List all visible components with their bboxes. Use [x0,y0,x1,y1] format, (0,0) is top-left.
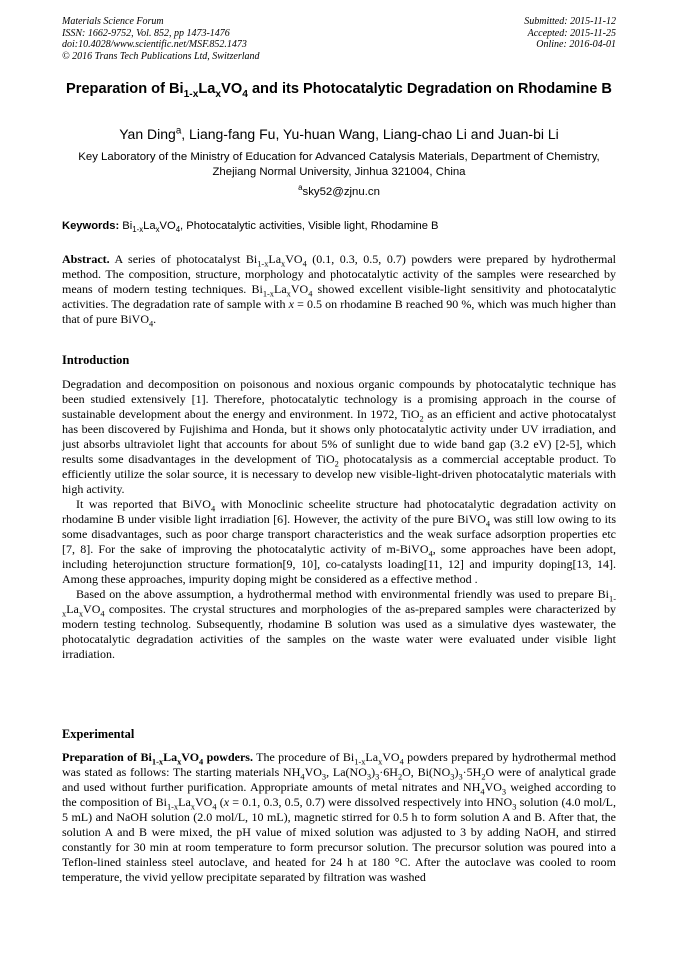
author-email: $^a$sky52@zjnu.cn [298,183,380,198]
experimental-heading: Experimental [62,727,135,741]
paper-title: Preparation of $Bi_{1-x}La_xVO_4$ and its Photocatalytic Degradation on Rhodamine B [66,81,612,100]
journal-issn: ISSN: 1662-9752, Vol. 852, pp 1473-1476 [62,27,230,39]
online-date: Online: 2016-04-01 [536,39,616,50]
keywords: Keywords: $Bi_{1-x}La_xVO_4$, Photocatalytic activities, Visible light, Rhodamine B [62,220,439,235]
introduction-body [62,377,616,662]
intro-paragraph-3: Based on the above assumption, a hydrothermal method with environmental friendly was used to prepare $Bi_{1-x}La_xVO_4$ composites. The crystal structures and morphologies of the as-prepared samples were characterized by modern testing technolog. Subsequently, rhodamine B solution was used as a simulative dyes wastewater, the photocatalytic degradation activities of the samples on the waste water were evaluated under visible light irradiation. [62,587,616,661]
accepted-date: Accepted: 2015-11-25 [527,27,616,39]
abstract: Abstract. A series of photocatalyst $Bi_{1-x}La_xVO_4$ (0.1, 0.3, 0.5, 0.7) powders were prepared by hydrothermal method. The composition, structure, morphology and photocatalytic activity of the samples were researched by means of modern testing techniques. $Bi_{1-x}La_xVO_4$ showed excellent visible-light sensitivity and photocatalytic activities. The degradation rate of sample with x = 0.5 on rhodamine B reached 90 %, which was much higher than that of pure BiVO$_4$. [62,252,616,329]
author-list: Yan Ding$^a$, Liang-fang Fu, Yu-huan Wang, Liang-chao Li and Juan-bi Li [119,125,559,142]
abstract-label: Abstract. [62,252,110,266]
publication-dates [524,16,616,51]
intro-paragraph-1: Degradation and decomposition on poisonous and noxious organic compounds by photocatalytic technique has been studied extensively [1]. Therefore, photocatalytic technology is a promising approach in the course of sustainable development about the energy and environment. In 1972, TiO$_2$ as an efficient and active photocatalyst has been discovered by Fujishima and Honda, but it shows only photocatalytic activity under UV irradiation, and just absorbs ultraviolet light that accounts for about 5% of sunlight due to wide band gap (3.2 eV) [2-5], which results some disadvantages in the development of TiO$_2$ photocatalysis as a commercial acceptable product. To efficiently utilize the solar source, it is necessary to develop new visible-light-driven photocatalytic materials with high activity. [62,377,616,496]
journal-name: Materials Science Forum [62,16,164,27]
affiliation: Key Laboratory of the Ministry of Education for Advanced Catalysis Materials, Department of Chemistry, Zhejiang Normal University, Jinhua 321004, China [78,151,600,178]
submitted-date: Submitted: 2015-11-12 [524,16,616,27]
journal-info [62,16,260,62]
introduction-heading: Introduction [62,353,130,367]
keywords-label: Keywords: [62,220,120,232]
intro-paragraph-2: It was reported that BiVO$_4$ with Monoclinic scheelite structure had photocatalytic degradation activity on rhodamine B under visible light irradiation [6]. However, the activity of the pure BiVO$_4$ was still low owing to its some disadvantages, such as poor charge transport characteristics and the weak surface adsorption properties etc [7, 8]. For the sake of improving the photocatalytic activity of m-BiVO$_4$, some approaches have been adopt, including heterojunction structure formation[9, 10], co-catalysts loading[11, 12] and impurity doping[13, 14]. Among these approaches, impurity doping might be considered as a effective method . [62,497,616,586]
journal-copyright: © 2016 Trans Tech Publications Ltd, Switzerland [62,50,260,62]
journal-doi: doi:10.4028/www.scientific.net/MSF.852.1473 [62,39,247,50]
experimental-body [62,750,616,885]
experimental-paragraph-1: Preparation of $Bi_{1-x}La_xVO_4$ powders. The procedure of $Bi_{1-x}La_xVO_4$ powders prepared by hydrothermal method was stated as follows: The starting materials $NH_4VO_3$, $La(NO_3)_3\cdot 6H_2O$, $Bi(NO_3)_3\cdot 5H_2O$ were of analytical grade and used without further purification. Appropriate amounts of metal nitrates and $NH_4VO_3$ weighed according to the composition of $Bi_{1-x}La_xVO_4$ (x = 0.1, 0.3, 0.5, 0.7) were dissolved respectively into $HNO_3$ solution (4.0 mol/L, 5 mL) and NaOH solution (2.0 mol/L, 10 mL), magnetic stirred for 0.5 h to form solution A and B. After that, the solution A and B were mixed, the pH value of mixed solution was adjusted to 3 by adding NaOH, and stirred constantly for 30 min at room temperature to form precursor solution. The precursor solution was poured into a Teflon-lined stainless steel autoclave, and heated for 24 h at 180 °C. After the autoclave was cooled to room temperature, the vivid yellow precipitate separated by filtration was washed [62,750,617,884]
